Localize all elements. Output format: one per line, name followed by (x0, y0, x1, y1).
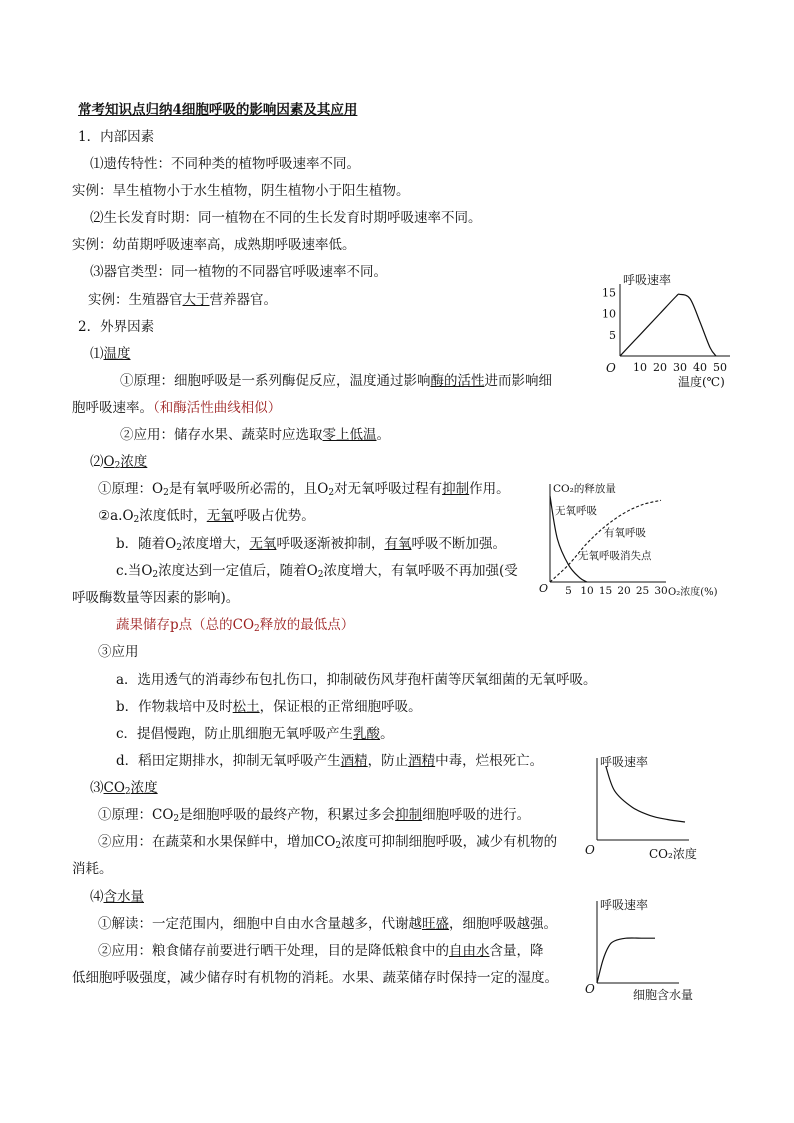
temperature-chart (598, 270, 768, 395)
temp-principle-line1: ①原理：细胞呼吸是一系列酶促反应，温度通过影响酶的活性进而影响细 (120, 373, 552, 389)
x-axis-label: CO₂浓度 (649, 847, 697, 861)
x-tick-label: 20 (617, 585, 631, 597)
origin-label: O (539, 582, 549, 595)
o2-application-b: b．作物栽培中及时松土，保证根的正常细胞呼吸。 (116, 699, 422, 715)
o2-point-c-line2: 呼吸酶数量等因素的影响)。 (72, 590, 240, 606)
x-axis-label: 细胞含水量 (633, 988, 694, 1002)
origin-label: O (585, 843, 595, 857)
y-axis-label: CO₂的释放量 (553, 483, 616, 495)
o2-storage-note: 蔬果储存p点（总的$CO_2$释放的最低点） (116, 617, 355, 634)
s1-item-3-example: 实例：生殖器官大于营养器官。 (88, 292, 277, 308)
water-application-line1: ②应用：粮食储存前要进行晒干处理，目的是降低粮食中的自由水含量，降 (98, 943, 544, 959)
aerobic-label: 有氧呼吸 (604, 527, 646, 539)
temp-heading: ⑴温度 (90, 346, 131, 362)
s1-item-3: ⑶器官类型：同一植物的不同器官呼吸速率不同。 (90, 264, 387, 280)
x-tick-label: 40 (693, 361, 707, 374)
temperature-curve (620, 294, 716, 356)
co2-application-line2: 消耗。 (72, 861, 113, 877)
y-tick-label: 5 (609, 328, 616, 342)
x-tick-label: 10 (633, 361, 647, 374)
x-tick-label: 15 (598, 585, 613, 597)
water-interpretation: ①解读：一定范围内，细胞中自由水含量越多，代谢越旺盛，细胞呼吸越强。 (98, 916, 557, 932)
s1-item-1: ⑴遗传特性：不同种类的植物呼吸速率不同。 (90, 156, 360, 172)
co2-concentration-chart (583, 750, 718, 865)
o2-application-d: d．稻田定期排水，抑制无氧呼吸产生酒精，防止酒精中毒，烂根死亡。 (116, 753, 544, 769)
water-content-chart (583, 893, 718, 1005)
page-title: 常考知识点归纳4细胞呼吸的影响因素及其应用 (78, 102, 358, 118)
o2-point-a: $②a.O_2$浓度低时，无氧呼吸占优势。 (98, 508, 315, 525)
x-tick-label: 5 (565, 585, 572, 597)
o2-point-c-line1: c.当$O_2$浓度达到一定值后，随着$O_2$浓度增大，有氧呼吸不再加强(受 (116, 563, 518, 580)
y-tick-label: 10 (602, 307, 616, 321)
y-axis-label: 呼吸速率 (623, 273, 672, 287)
x-tick-label: 20 (653, 361, 667, 374)
x-tick-label: 50 (713, 361, 727, 374)
y-tick-label: 15 (602, 286, 616, 300)
water-curve (597, 938, 655, 983)
o2-heading: $⑵O_2$浓度 (90, 454, 148, 471)
x-tick-label: 30 (673, 361, 687, 374)
temp-application: ②应用：储存水果、蔬菜时应选取零上低温。 (120, 427, 390, 443)
co2-principle: ①原理：$CO_2$是细胞呼吸的最终产物，积累过多会抑制细胞呼吸的进行。 (98, 807, 531, 824)
x-axis-label: O₂浓度(%) (668, 587, 718, 598)
origin-label: O (585, 982, 595, 996)
x-tick-label: 30 (654, 585, 668, 597)
vanishing-point-label: 无氧呼吸消失点 (578, 550, 652, 562)
section-1-heading: 1．内部因素 (78, 129, 155, 145)
section-2-heading: 2．外界因素 (78, 319, 155, 335)
o2-application-heading: ③应用 (98, 644, 139, 660)
co2-heading: $⑶CO_2$浓度 (90, 780, 158, 797)
o2-application-c: c．提倡慢跑，防止肌细胞无氧呼吸产生乳酸。 (116, 726, 394, 742)
y-axis-label: 呼吸速率 (600, 898, 649, 912)
o2-principle: ①原理：$O_2$是有氧呼吸所必需的，且$O_2$对无氧呼吸过程有抑制作用。 (98, 481, 510, 498)
water-application-line2: 低细胞呼吸强度，减少储存时有机物的消耗。水果、蔬菜储存时保持一定的湿度。 (72, 970, 558, 986)
x-tick-label: 25 (635, 585, 650, 597)
s1-item-1-example: 实例：旱生植物小于水生植物，阴生植物小于阳生植物。 (72, 183, 410, 199)
co2-curve (606, 766, 685, 822)
x-tick-label: 10 (580, 585, 594, 597)
anaerobic-label: 无氧呼吸 (555, 505, 597, 517)
water-heading: ⑷含水量 (90, 889, 144, 905)
s1-item-2-example: 实例：幼苗期呼吸速率高，成熟期呼吸速率低。 (72, 237, 356, 253)
temp-principle-line2: 胞呼吸速率。（和酶活性曲线相似） (72, 400, 282, 416)
o2-point-b: b．随着$O_2$浓度增大，无氧呼吸逐渐被抑制，有氧呼吸不断加强。 (116, 536, 506, 553)
origin-label: O (606, 361, 616, 375)
o2-application-a: a．选用透气的消毒纱布包扎伤口，抑制破伤风芽孢杆菌等厌氧细菌的无氧呼吸。 (116, 672, 597, 688)
y-axis-label: 呼吸速率 (600, 755, 649, 769)
x-axis-label: 温度(℃) (678, 375, 725, 389)
co2-application-line1: ②应用：在蔬菜和水果保鲜中，增加$CO_2$浓度可抑制细胞呼吸，减少有机物的 (98, 834, 558, 851)
o2-concentration-chart (538, 478, 733, 603)
s1-item-2: ⑵生长发育时期：同一植物在不同的生长发育时期呼吸速率不同。 (90, 210, 482, 226)
